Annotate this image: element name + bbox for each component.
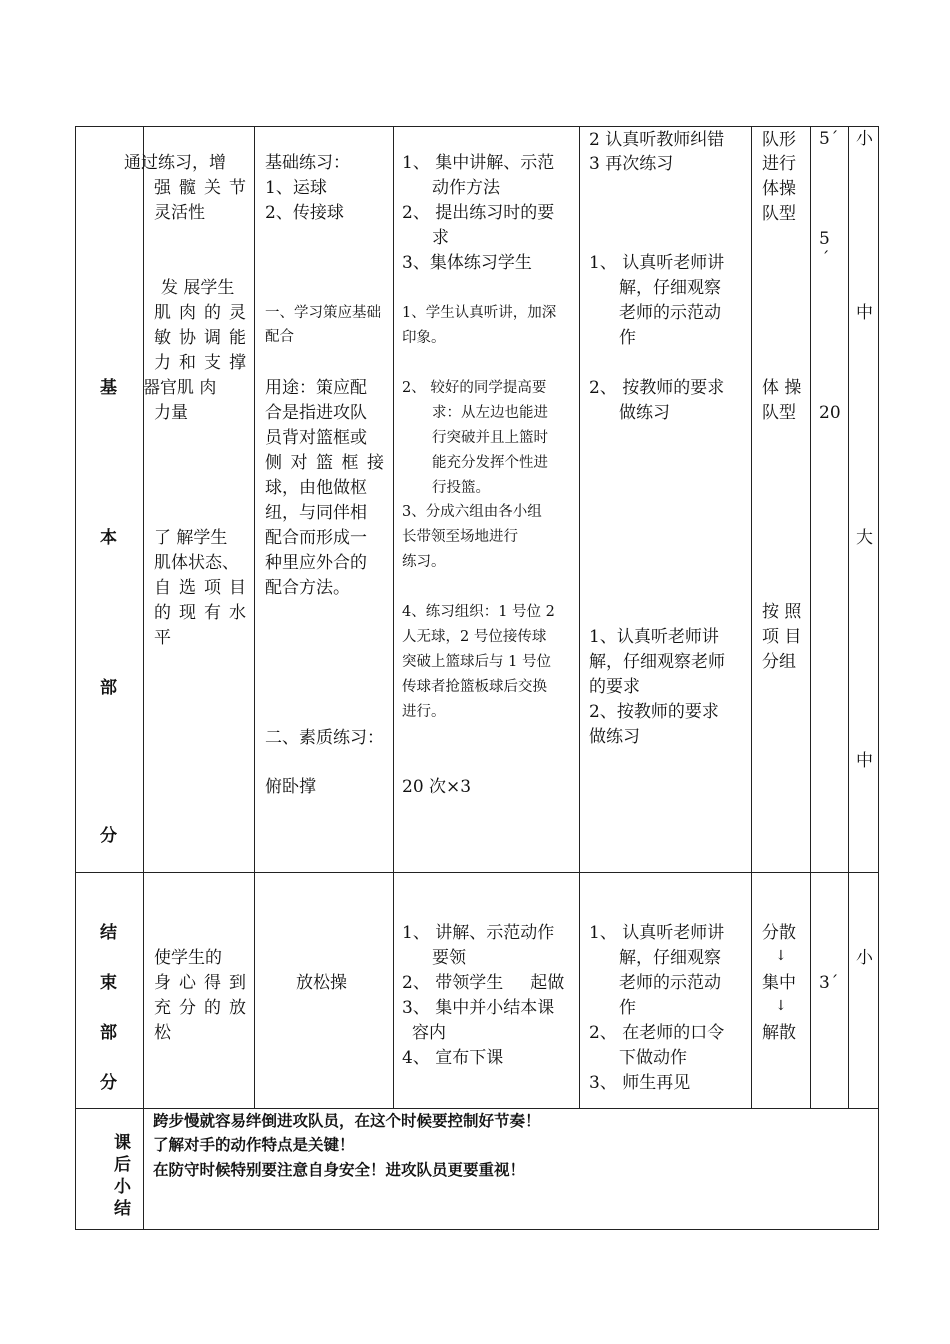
objective-line: 平 [154, 628, 171, 648]
objective-line: 了 解学生 [154, 528, 228, 548]
teacher-line: 突破上篮球后与 1 号位 [402, 654, 551, 670]
intensity-value: 大 [856, 528, 873, 548]
table-left-border [75, 126, 76, 1229]
end-student-line: 下做动作 [619, 1048, 687, 1068]
organization-line: 按 照 [762, 602, 802, 622]
end-student-line: 解，仔细观察 [619, 948, 721, 968]
end-section-label-char: 部 [100, 1023, 117, 1043]
end-teacher-line: 2、 带领学生 起做 [402, 973, 565, 993]
objective-line: 灵活性 [154, 203, 205, 223]
content-line: 种里应外合的 [265, 553, 367, 573]
end-teacher-line: 要领 [432, 948, 466, 968]
teacher-line: 1、学生认真听讲，加深 [402, 305, 557, 321]
student-line: 解，仔细观察 [619, 278, 721, 298]
end-teacher-line: 3、 集中并小结本课 [402, 998, 555, 1018]
end-section-label-char: 结 [100, 923, 117, 943]
end-teacher-line: 4、 宣布下课 [402, 1048, 504, 1068]
end-organization-line: 解散 [762, 1023, 796, 1043]
column-divider-6 [810, 126, 811, 1108]
student-line: 1、认真听老师讲 [589, 627, 719, 647]
content-line: 俯卧撑 [265, 777, 316, 797]
student-line: 的要求 [589, 677, 640, 697]
end-objective-line: 身 心 得 到 [154, 973, 246, 993]
student-line: 做练习 [619, 403, 670, 423]
end-objective-line: 充 分 的 放 [154, 998, 246, 1018]
organization-line: 队形 [762, 130, 796, 150]
teacher-line: 行投篮。 [432, 480, 490, 496]
student-line: 3 再次练习 [589, 154, 674, 174]
basic-section-label-char: 基 [100, 378, 117, 398]
end-teacher-line: 容内 [412, 1023, 446, 1043]
teacher-line: 练习。 [402, 554, 446, 570]
end-objective-line: 松 [154, 1023, 171, 1043]
end-student-line: 1、 认真听老师讲 [589, 923, 725, 943]
objective-line: 的 现 有 水 [154, 603, 246, 623]
column-divider-7 [848, 126, 849, 1108]
teacher-line: 2、 较好的同学提高要 [402, 380, 547, 396]
end-student-line: 老师的示范动 [619, 973, 721, 993]
student-line: 作 [619, 328, 636, 348]
end-intensity-value: 小 [856, 948, 873, 968]
end-section-label-char: 束 [100, 973, 117, 993]
objective-line: 自 选 项 目 [154, 578, 246, 598]
teacher-line: 求：从左边也能进 [432, 405, 548, 421]
basic-section-label-char: 部 [100, 678, 117, 698]
end-teacher-line: 1、 讲解、示范动作 [402, 923, 555, 943]
intensity-value: 小 [856, 129, 873, 149]
summary-label-char: 小 [114, 1177, 131, 1197]
time-value: 5´ [819, 129, 839, 149]
teacher-line: 传球者抢篮板球后交换 [402, 679, 547, 695]
summary-label-char: 课 [114, 1133, 131, 1153]
summary-label-char: 结 [114, 1199, 131, 1219]
content-line: 配合而形成一 [265, 528, 367, 548]
content-line: 2、传接球 [265, 203, 344, 223]
content-line: 合是指进攻队 [265, 403, 367, 423]
table-top-border [75, 126, 879, 127]
end-time-value: 3´ [819, 973, 839, 993]
intensity-value: 中 [856, 303, 873, 323]
organization-line: 体 操 [762, 378, 802, 398]
table-right-border [878, 126, 879, 1229]
content-line: 员背对篮框或 [265, 428, 367, 448]
objective-line: 力 和 支 撑 [154, 353, 246, 373]
basic-section-label-char: 本 [100, 528, 117, 548]
teacher-line: 1、 集中讲解、示范 [402, 153, 555, 173]
column-divider-4 [579, 126, 580, 1108]
objective-line: 通过练习，增 [124, 153, 226, 173]
objective-line: 力量 [154, 403, 188, 423]
teacher-line: 人无球，2 号位接传球 [402, 629, 547, 645]
organization-line: 队型 [762, 403, 796, 423]
time-value: 5 [819, 229, 830, 249]
content-line: 1、运球 [265, 178, 327, 198]
time-value: ´ [821, 249, 830, 269]
column-divider-5 [751, 126, 752, 1108]
objective-line: 器官肌 肉 [143, 378, 217, 398]
content-line: 配合方法。 [265, 578, 350, 598]
end-section-label-char: 分 [100, 1073, 117, 1093]
organization-line: 分组 [762, 652, 796, 672]
time-value: 20 [819, 403, 841, 423]
content-line: 一、学习策应基础配合 [265, 305, 381, 345]
teacher-line: 求 [432, 228, 449, 248]
content-line: 基础练习： [265, 153, 350, 173]
down-arrow-icon: ↓ [775, 998, 787, 1014]
organization-line: 进行 [762, 154, 796, 174]
student-line: 解，仔细观察老师 [589, 652, 725, 672]
content-line: 二、素质练习： [265, 728, 384, 748]
teacher-line: 行突破并且上篮时 [432, 430, 548, 446]
column-divider-2 [254, 126, 255, 1108]
teacher-line: 2、 提出练习时的要 [402, 203, 555, 223]
end-student-line: 作 [619, 998, 636, 1018]
teacher-line: 3、集体练习学生 [402, 253, 532, 273]
objective-line: 发 展学生 [161, 278, 235, 298]
organization-line: 队型 [762, 204, 796, 224]
objective-line: 强 髋 关 节 [154, 178, 246, 198]
content-line: 纽，与同伴相 [265, 503, 367, 523]
table-bottom-border [75, 1229, 879, 1230]
column-divider-3 [393, 126, 394, 1108]
objective-line: 肌 肉 的 灵 [154, 303, 246, 323]
column-divider-1 [143, 126, 144, 1229]
objective-line: 敏 协 调 能 [154, 328, 246, 348]
student-line: 做练习 [589, 727, 640, 747]
teacher-line: 动作方法 [432, 178, 500, 198]
objective-line: 肌体状态、 [154, 553, 239, 573]
summary-line: 在防守时候特别要注意自身安全！进攻队员更要重视！ [153, 1161, 526, 1179]
student-line: 2、 按教师的要求 [589, 378, 725, 398]
content-line: 用途：策应配 [265, 378, 367, 398]
student-line: 2、按教师的要求 [589, 702, 719, 722]
teacher-line: 3、分成六组由各小组 [402, 504, 542, 520]
teacher-line: 印象。 [402, 330, 446, 346]
end-objective-line: 使学生的 [154, 948, 222, 968]
summary-line: 了解对手的动作特点是关键！ [153, 1136, 355, 1154]
content-line: 球，由他做枢 [265, 478, 367, 498]
content-line: 侧 对 篮 框 接 [265, 453, 384, 473]
end-content: 放松操 [296, 973, 347, 993]
basic-section-label-char: 分 [100, 826, 117, 846]
organization-line: 体操 [762, 179, 796, 199]
end-organization-line: 集中 [762, 973, 796, 993]
teacher-line: 进行。 [402, 704, 446, 720]
teacher-line: 长带领至场地进行 [402, 529, 518, 545]
student-line: 2 认真听教师纠错 [589, 130, 725, 150]
student-line: 1、 认真听老师讲 [589, 253, 725, 273]
end-organization-line: 分散 [762, 923, 796, 943]
summary-label-char: 后 [114, 1155, 131, 1175]
teacher-line: 20 次×3 [402, 777, 472, 797]
end-student-line: 2、 在老师的口令 [589, 1023, 725, 1043]
end-student-line: 3、 师生再见 [589, 1073, 691, 1093]
teacher-line: 4、练习组织：1 号位 2 [402, 604, 555, 620]
summary-line: 跨步慢就容易绊倒进攻队员，在这个时候要控制好节奏！ [153, 1112, 541, 1130]
organization-line: 项 目 [762, 627, 802, 647]
student-line: 老师的示范动 [619, 303, 721, 323]
basic-section-bottom-border [75, 872, 879, 873]
intensity-value: 中 [856, 751, 873, 771]
down-arrow-icon: ↓ [775, 948, 787, 964]
teacher-line: 能充分发挥个性进 [432, 455, 548, 471]
